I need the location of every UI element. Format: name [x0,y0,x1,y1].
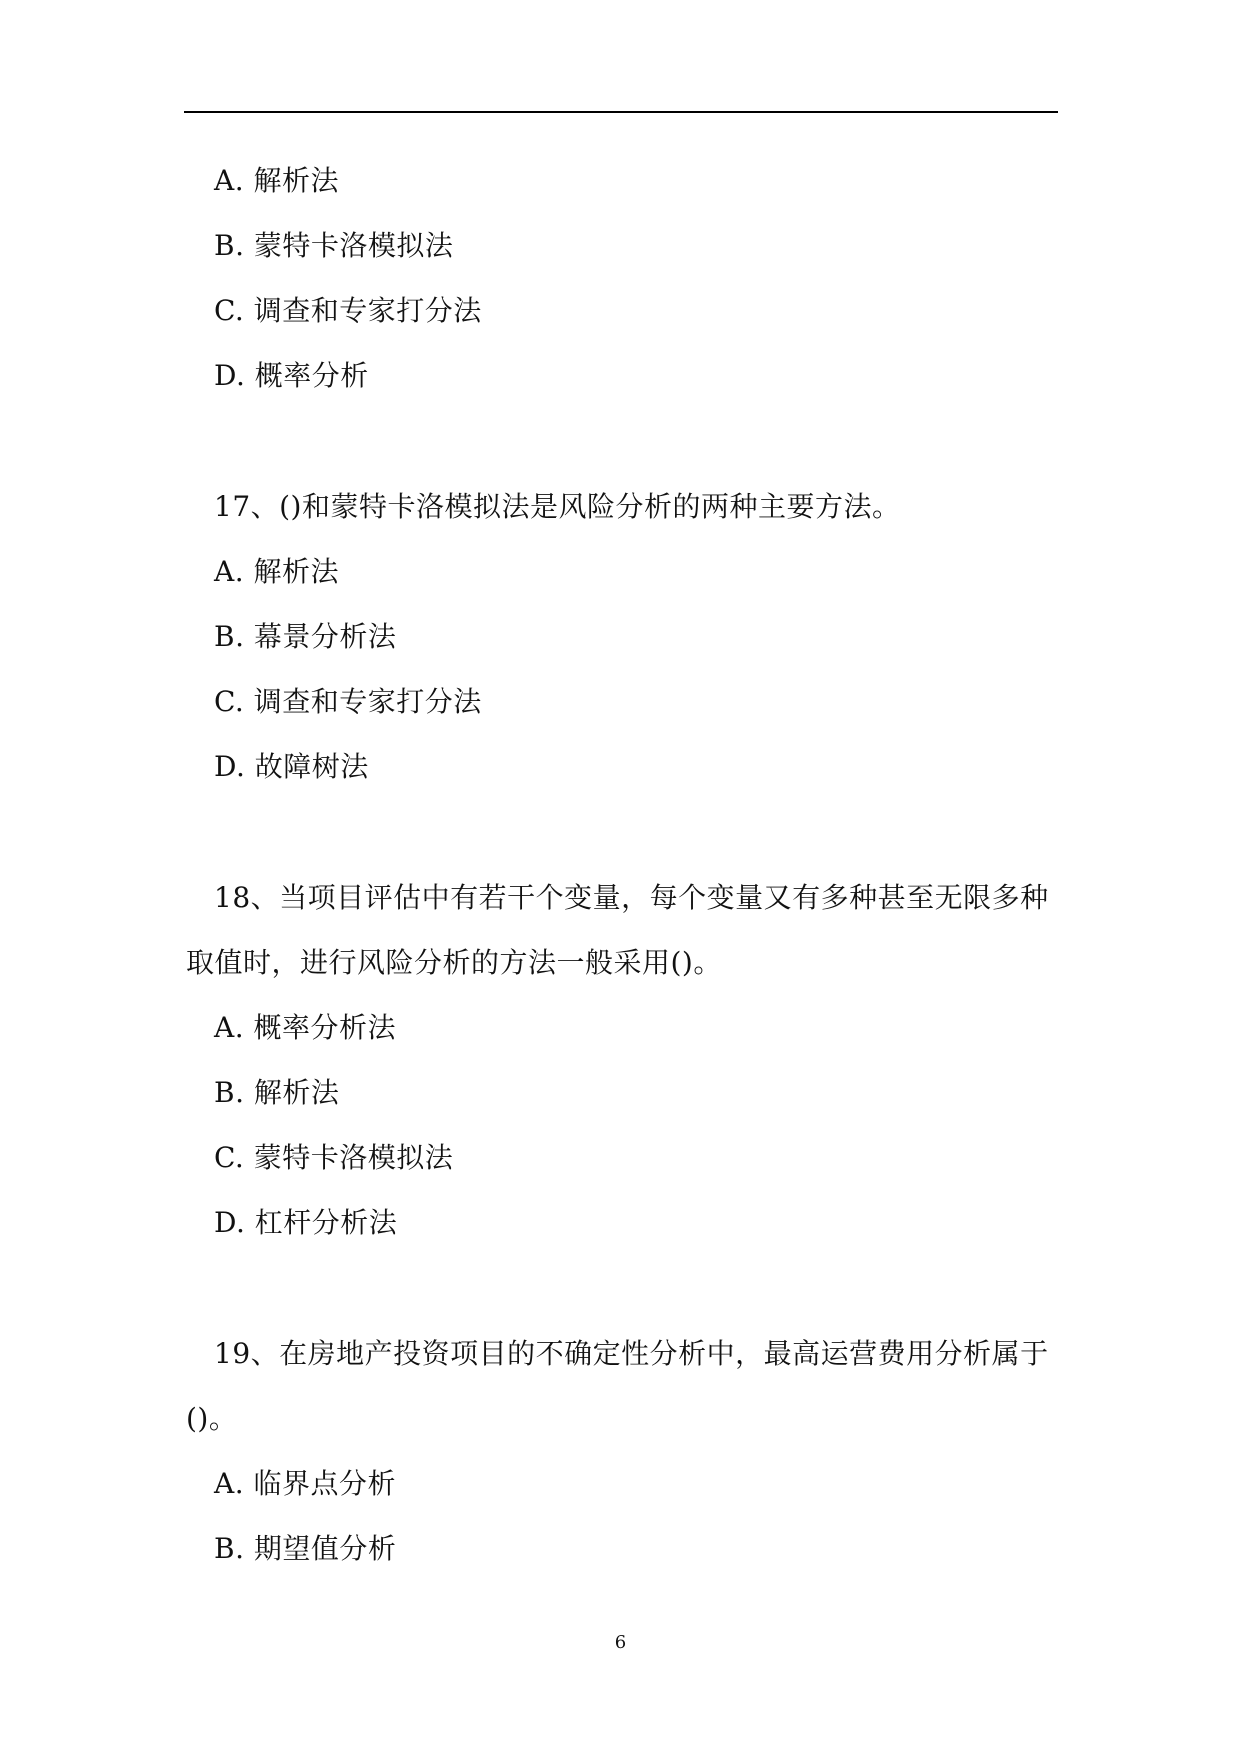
q18-option-a: A. 概率分析法 [214,1011,397,1044]
q19-stem-line1: 19、在房地产投资项目的不确定性分析中，最高运营费用分析属于 [214,1337,1049,1370]
prev-option-d: D. 概率分析 [214,359,369,392]
q17-option-b: B. 幕景分析法 [214,620,397,653]
header-rule [184,111,1058,113]
q17-option-d: D. 故障树法 [214,750,369,783]
prev-option-b: B. 蒙特卡洛模拟法 [214,229,454,262]
q18-option-d: D. 杠杆分析法 [214,1206,398,1239]
q18-stem-line1: 18、当项目评估中有若干个变量，每个变量又有多种甚至无限多种 [214,881,1049,914]
q18-stem-line2: 取值时，进行风险分析的方法一般采用()。 [186,946,722,979]
q17-stem: 17、()和蒙特卡洛模拟法是风险分析的两种主要方法。 [214,490,901,523]
q18-option-b: B. 解析法 [214,1076,340,1109]
q19-option-a: A. 临界点分析 [214,1467,397,1500]
prev-option-c: C. 调查和专家打分法 [214,294,482,327]
q17-option-a: A. 解析法 [214,555,340,588]
prev-option-a: A. 解析法 [214,164,340,197]
page-number: 6 [614,1632,627,1653]
q17-option-c: C. 调查和专家打分法 [214,685,482,718]
q18-option-c: C. 蒙特卡洛模拟法 [214,1141,454,1174]
q19-option-b: B. 期望值分析 [214,1532,397,1565]
q19-stem-line2: ()。 [186,1402,238,1435]
